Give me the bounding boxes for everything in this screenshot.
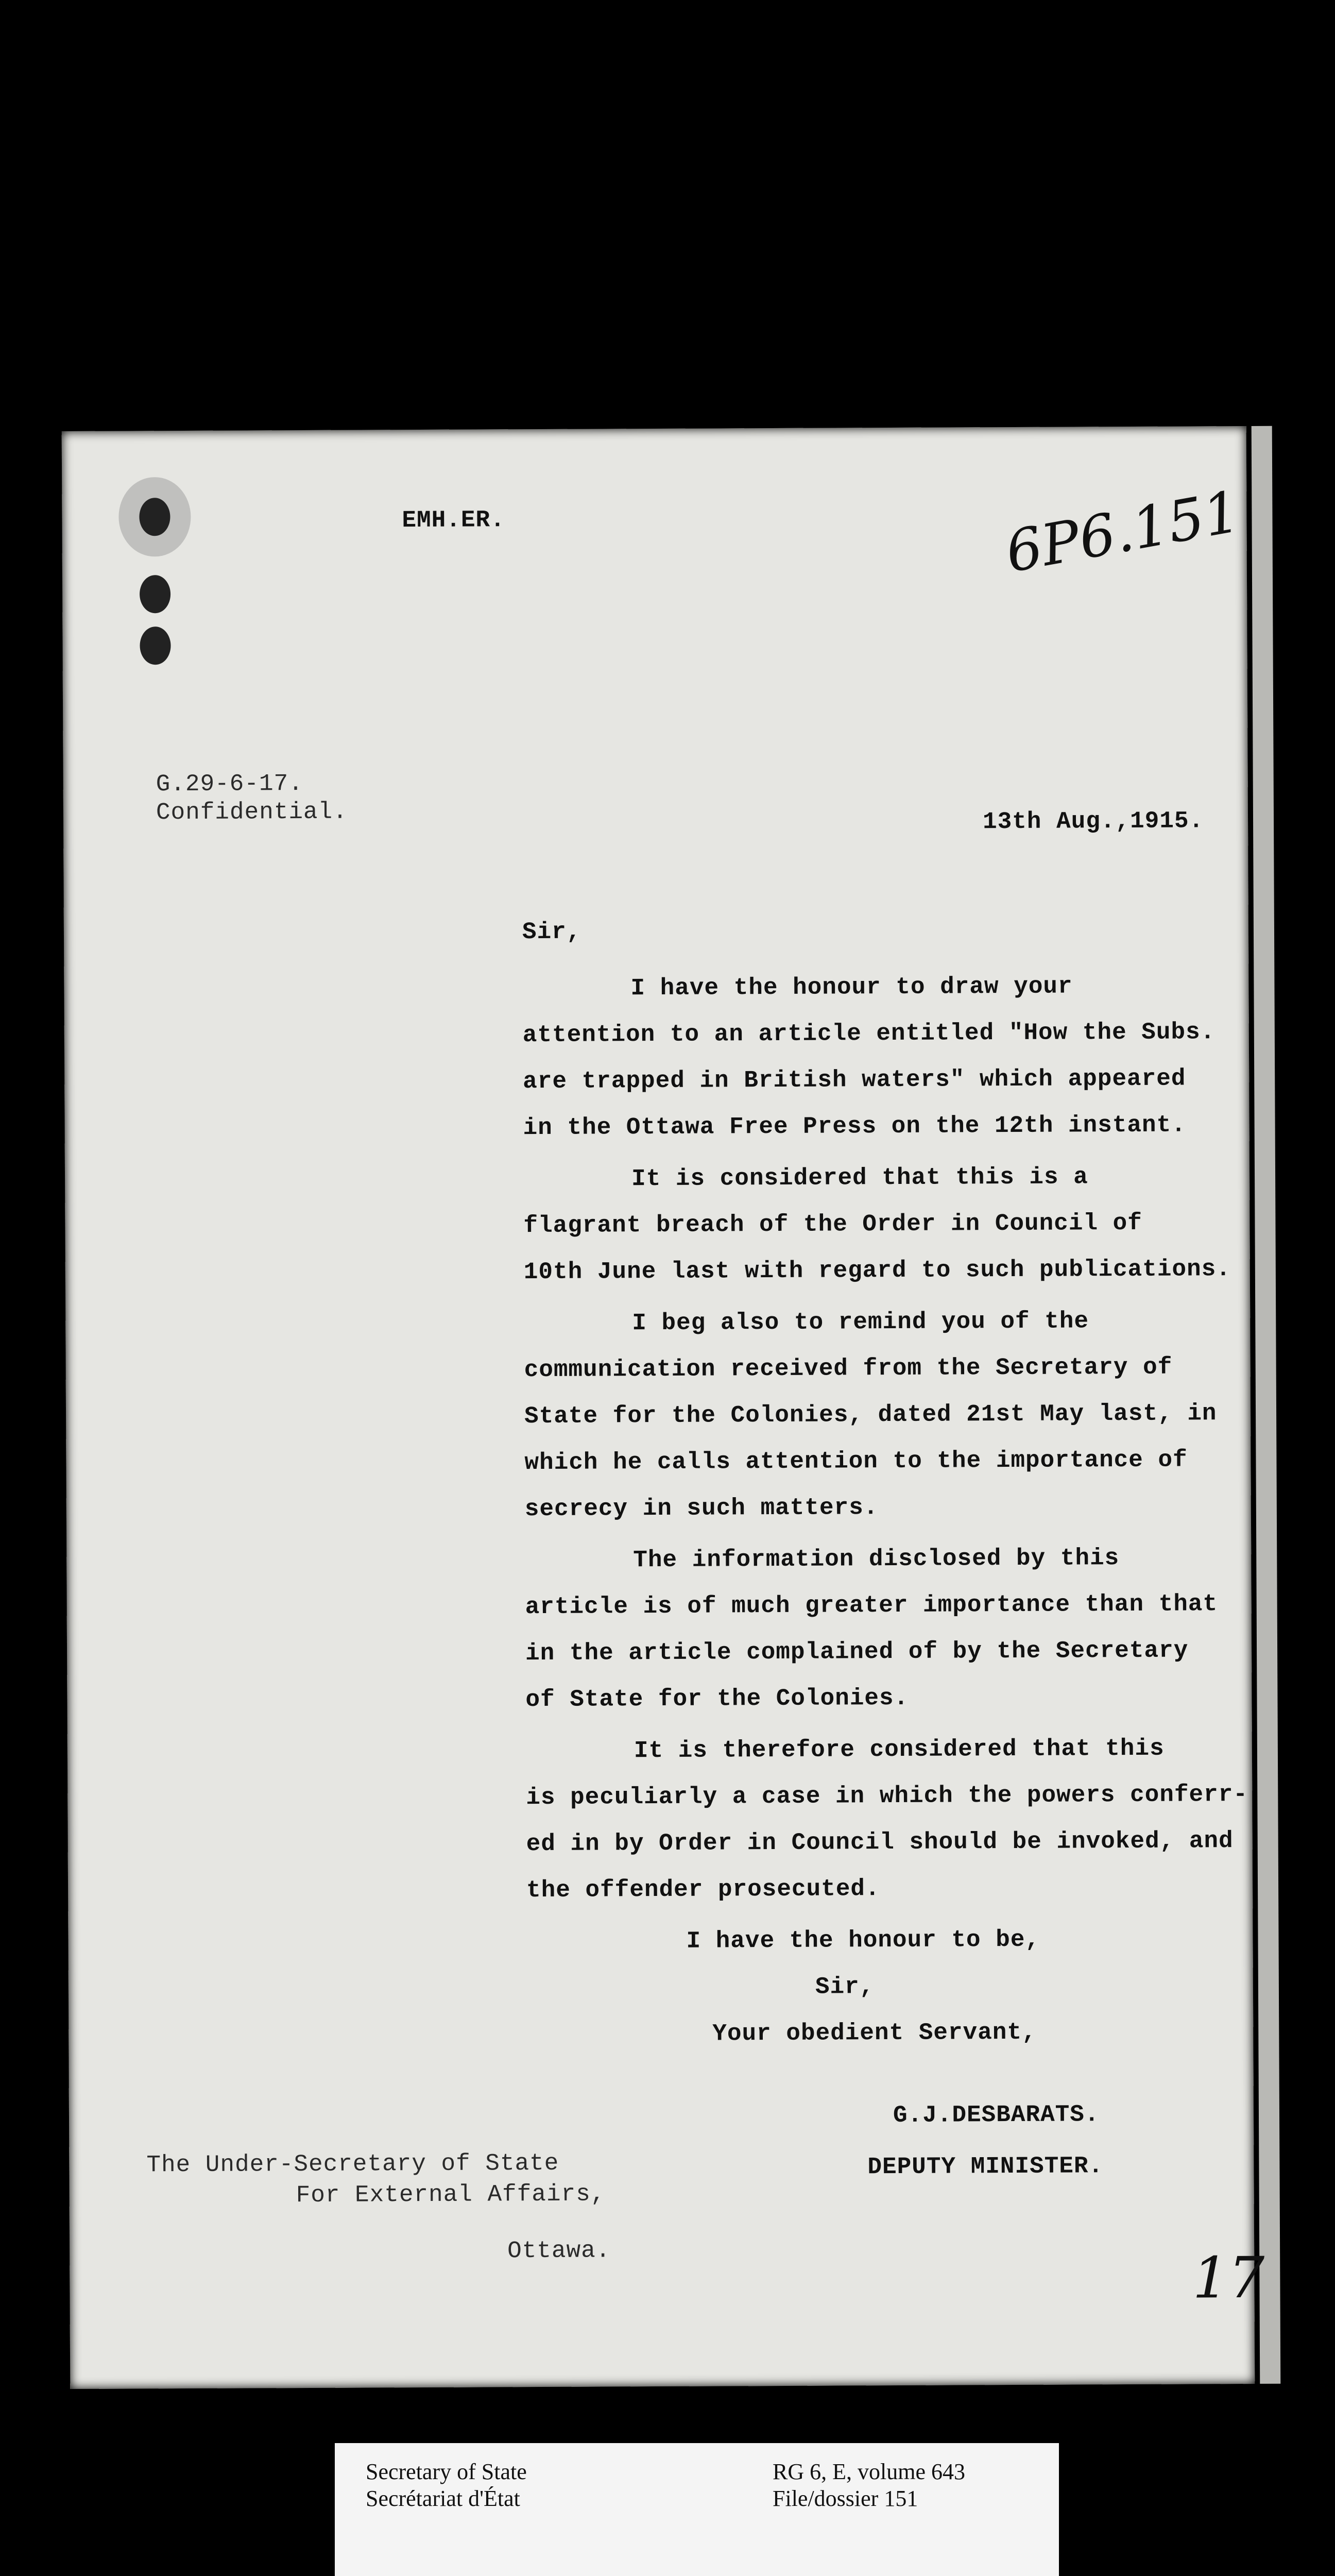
page-number-handwritten: 17 <box>1192 2244 1265 2311</box>
letter-page <box>62 426 1265 2389</box>
body-line: are trapped in British waters" which appeared <box>523 1065 1186 1095</box>
body-line: of State for the Colonies. <box>525 1684 909 1714</box>
body-line: in the Ottawa Free Press on the 12th instant. <box>523 1111 1186 1142</box>
department-french: Secrétariat d'État <box>366 2486 520 2511</box>
body-line: is peculiarly a case in which the powers conferr- <box>526 1781 1248 1811</box>
closing-sir: Sir, <box>815 1973 875 2001</box>
body-line: 10th June last with regard to such publications. <box>523 1256 1231 1286</box>
body-line: flagrant breach of the Order in Council of <box>523 1209 1142 1240</box>
body-line: It is considered that this is a <box>631 1163 1088 1193</box>
closing-servant: Your obedient Servant, <box>712 2019 1037 2047</box>
file-ref-handwritten: 6P6.151 <box>1000 478 1245 585</box>
reference-number: G.29-6-17. <box>156 770 303 798</box>
addressee-city: Ottawa. <box>507 2237 611 2265</box>
body-line: State for the Colonies, dated 21st May last, in <box>524 1400 1217 1430</box>
body-line: in the article complained of by the Secretary <box>525 1637 1189 1667</box>
signatory-title: DEPUTY MINISTER. <box>867 2153 1104 2181</box>
signatory-name: G.J.DESBARATS. <box>893 2101 1100 2129</box>
closing-line: I have the honour to be, <box>686 1926 1040 1955</box>
volume-reference: RG 6, E, volume 643 <box>773 2459 965 2484</box>
addressee-line: The Under-Secretary of State <box>146 2149 559 2179</box>
salutation: Sir, <box>522 918 581 946</box>
body-line: The information disclosed by this <box>633 1545 1120 1574</box>
body-line: the offender prosecuted. <box>526 1875 880 1904</box>
punch-hole-top <box>139 498 170 536</box>
punch-hole-middle <box>140 575 170 613</box>
punch-hole-bottom <box>140 626 170 665</box>
classification: Confidential. <box>156 798 348 826</box>
page-edge <box>1252 426 1281 2384</box>
body-line: attention to an article entitled "How the Subs. <box>522 1019 1216 1049</box>
department-english: Secretary of State <box>366 2459 527 2484</box>
body-line: communication received from the Secretary of <box>524 1353 1173 1384</box>
letter-date: 13th Aug.,1915. <box>982 807 1204 836</box>
body-line: which he calls attention to the importance of <box>524 1446 1188 1477</box>
file-reference: File/dossier 151 <box>773 2486 918 2511</box>
body-line: ed in by Order in Council should be invoked, and <box>526 1827 1234 1858</box>
body-line: article is of much greater importance than that <box>525 1590 1218 1621</box>
body-line: I beg also to remind you of the <box>632 1308 1089 1337</box>
body-line: secrecy in such matters. <box>524 1494 879 1523</box>
archive-label-card <box>335 2443 1059 2576</box>
addressee-line: For External Affairs, <box>296 2180 606 2209</box>
body-line: I have the honour to draw your <box>630 973 1073 1002</box>
body-line: It is therefore considered that this <box>634 1735 1165 1765</box>
header-code: EMH.ER. <box>402 506 505 534</box>
